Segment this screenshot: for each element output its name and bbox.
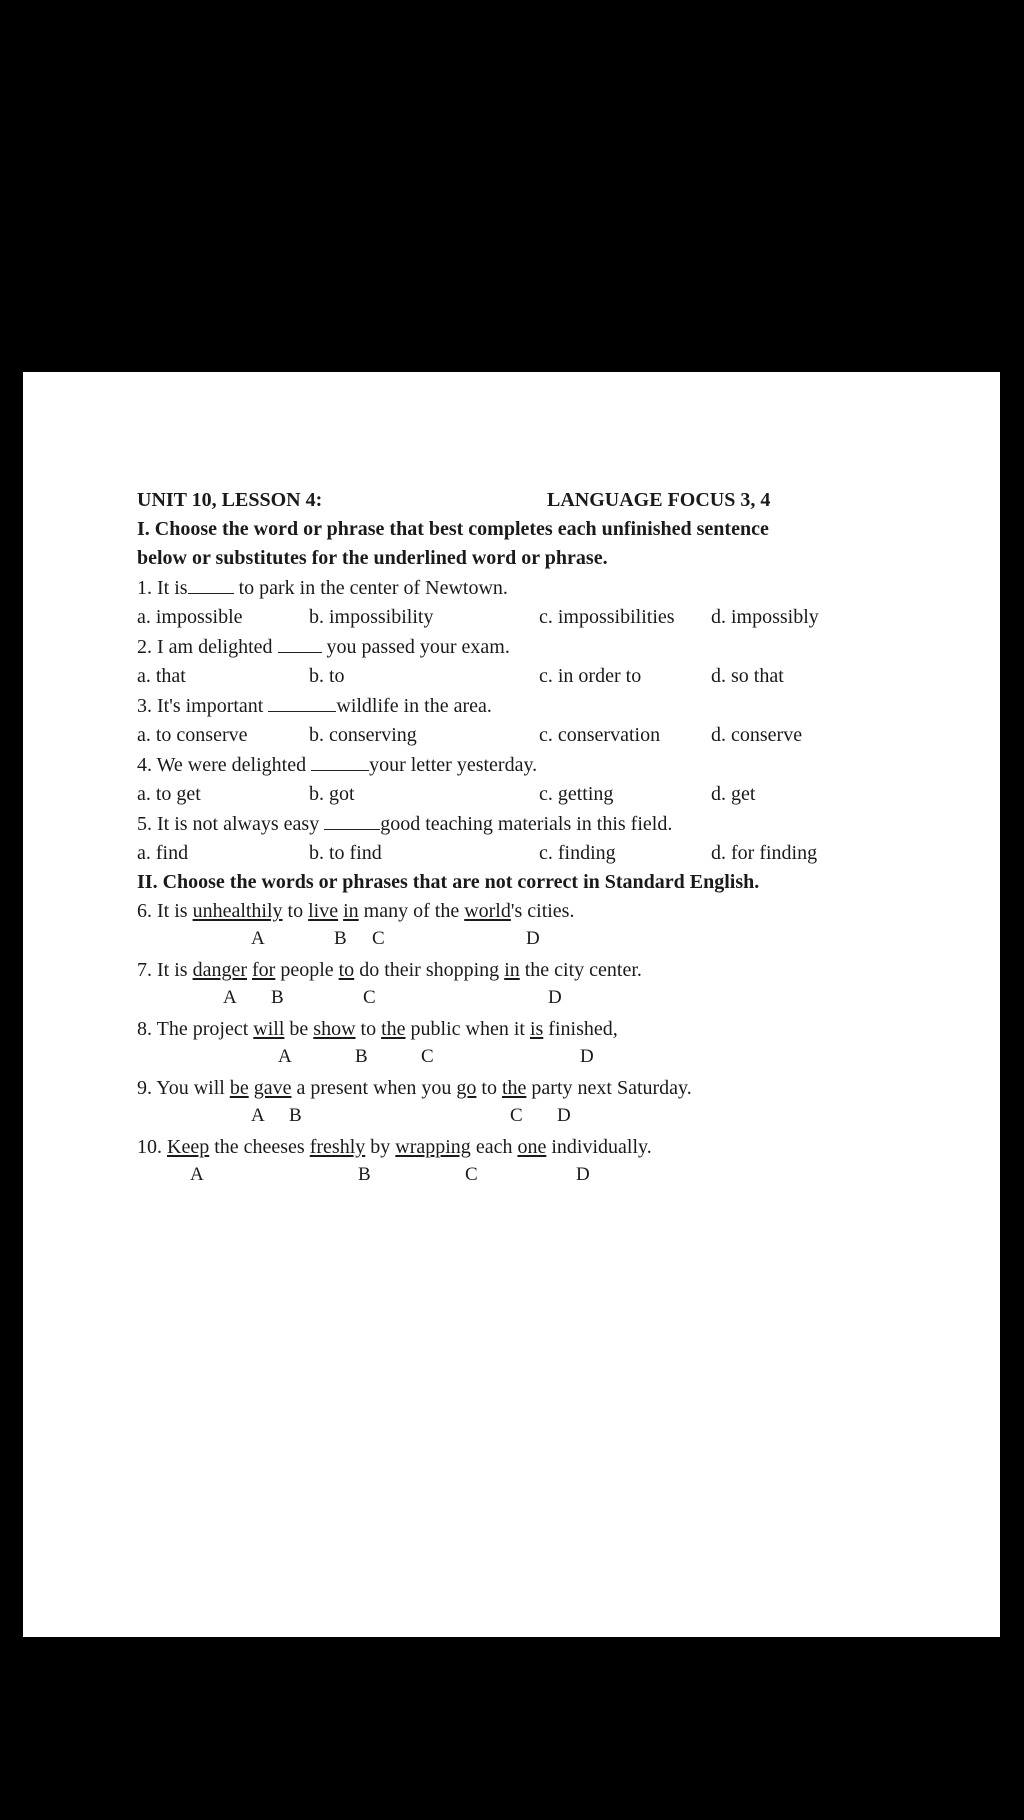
underlined-a: be (229, 1077, 249, 1099)
answer-blank (311, 752, 369, 771)
sentence-text: by (365, 1136, 396, 1158)
sentence-text: each (470, 1136, 518, 1158)
part1-instruction-line1: I. Choose the word or phrase that best completes each unfinished sentence (137, 518, 769, 540)
option-c: c. in order to (539, 665, 642, 687)
sentence-text: many of the (358, 900, 465, 922)
option-d: d. conserve (711, 724, 803, 746)
option-b: b. to find (309, 842, 382, 864)
sentence-text: 7. It is (137, 959, 193, 981)
option-b: b. impossibility (309, 606, 434, 628)
letter-d: D (576, 1164, 590, 1185)
option-d: d. for finding (711, 842, 818, 864)
sentence-text: 6. It is (137, 900, 193, 922)
sentence-text: to (355, 1018, 382, 1040)
letter-a: A (251, 1105, 265, 1126)
question-text: 5. It is not always easy (137, 813, 325, 835)
underlined-a: danger (192, 959, 247, 981)
underlined-b: gave (253, 1077, 292, 1099)
letter-c: C (421, 1046, 434, 1067)
letter-d: D (557, 1105, 571, 1126)
question-7 (137, 958, 642, 982)
underlined-b: freshly (309, 1136, 366, 1158)
question-1 (137, 575, 508, 600)
sentence-text: people (275, 959, 339, 981)
option-d: d. so that (711, 665, 784, 687)
worksheet-page (23, 372, 1000, 1637)
question-9 (137, 1076, 692, 1100)
answer-blank (188, 575, 234, 594)
underlined-a: unhealthily (192, 900, 283, 922)
option-a: a. find (137, 842, 189, 864)
question-text: 1. It is (137, 577, 188, 599)
letter-c: C (372, 928, 385, 949)
sentence-text: 10. (137, 1136, 167, 1158)
letter-b: B (289, 1105, 302, 1126)
underlined-c: wrapping (395, 1136, 471, 1158)
question-5 (137, 811, 672, 836)
sentence-text: the cheeses (209, 1136, 310, 1158)
option-c: c. getting (539, 783, 614, 805)
option-b: b. conserving (309, 724, 417, 746)
letter-c: C (363, 987, 376, 1008)
option-b: b. got (309, 783, 355, 805)
sentence-text: individually. (546, 1136, 652, 1158)
option-d: d. impossibly (711, 606, 819, 628)
question-6 (137, 899, 574, 923)
underlined-d: one (517, 1136, 547, 1158)
letter-b: B (334, 928, 347, 949)
question-text: 2. I am delighted (137, 636, 278, 658)
question-text: wildlife in the area. (336, 695, 492, 717)
underlined-a: Keep (167, 1136, 210, 1158)
unit-title: UNIT 10, LESSON 4: (137, 489, 323, 511)
letter-d: D (526, 928, 540, 949)
option-c: c. finding (539, 842, 616, 864)
sentence-text: party next Saturday. (526, 1077, 692, 1099)
underlined-d: in (504, 959, 520, 981)
sentence-text: be (284, 1018, 314, 1040)
underlined-b: for (251, 959, 276, 981)
option-d: d. get (711, 783, 756, 805)
question-8 (137, 1017, 618, 1041)
underlined-c: to (338, 959, 355, 981)
underlined-d: world (464, 900, 511, 922)
question-text: 3. It's important (137, 695, 269, 717)
letter-a: A (223, 987, 237, 1008)
option-a: a. to get (137, 783, 201, 805)
sentence-text: a present when you (291, 1077, 457, 1099)
answer-blank (268, 693, 336, 712)
focus-title: LANGUAGE FOCUS 3, 4 (547, 489, 771, 511)
letter-c: C (510, 1105, 523, 1126)
letter-b: B (271, 987, 284, 1008)
sentence-text: do their shopping (354, 959, 505, 981)
letter-a: A (190, 1164, 204, 1185)
option-a: a. to conserve (137, 724, 248, 746)
sentence-text: to (282, 900, 309, 922)
letter-b: B (355, 1046, 368, 1067)
letter-a: A (278, 1046, 292, 1067)
part2-instruction: II. Choose the words or phrases that are not correct in Standard English. (137, 871, 760, 893)
underlined-c: in (343, 900, 359, 922)
question-4 (137, 752, 537, 777)
question-2 (137, 634, 510, 659)
sentence-text: finished, (543, 1018, 618, 1040)
sentence-text: 8. The project (137, 1018, 254, 1040)
option-a: a. impossible (137, 606, 243, 628)
option-c: c. impossibilities (539, 606, 675, 628)
letter-a: A (251, 928, 265, 949)
underlined-b: show (313, 1018, 356, 1040)
underlined-d: is (529, 1018, 544, 1040)
letter-c: C (465, 1164, 478, 1185)
letter-d: D (580, 1046, 594, 1067)
sentence-text: the city center. (519, 959, 642, 981)
underlined-c: the (381, 1018, 406, 1040)
underlined-d: the (501, 1077, 527, 1099)
question-text: 4. We were delighted (137, 754, 312, 776)
underlined-a: will (253, 1018, 285, 1040)
sentence-text: 's cities. (510, 900, 575, 922)
option-c: c. conservation (539, 724, 661, 746)
question-text: your letter yesterday. (369, 754, 538, 776)
answer-blank (324, 811, 380, 830)
part1-instruction-line2: below or substitutes for the underlined word or phrase. (137, 547, 608, 569)
question-text: good teaching materials in this field. (380, 813, 673, 835)
underlined-b: live (308, 900, 339, 922)
question-3 (137, 693, 492, 718)
question-10 (137, 1135, 652, 1159)
letter-b: B (358, 1164, 371, 1185)
option-b: b. to (309, 665, 345, 687)
lesson-header (137, 488, 771, 512)
sentence-text: 9. You will (137, 1077, 230, 1099)
sentence-text: public when it (405, 1018, 530, 1040)
sentence-text: to (476, 1077, 502, 1099)
question-text: to park in the center of Newtown. (233, 577, 508, 599)
underlined-c: go (456, 1077, 477, 1099)
answer-blank (278, 634, 322, 653)
letter-d: D (548, 987, 562, 1008)
question-text: you passed your exam. (321, 636, 510, 658)
option-a: a. that (137, 665, 186, 687)
